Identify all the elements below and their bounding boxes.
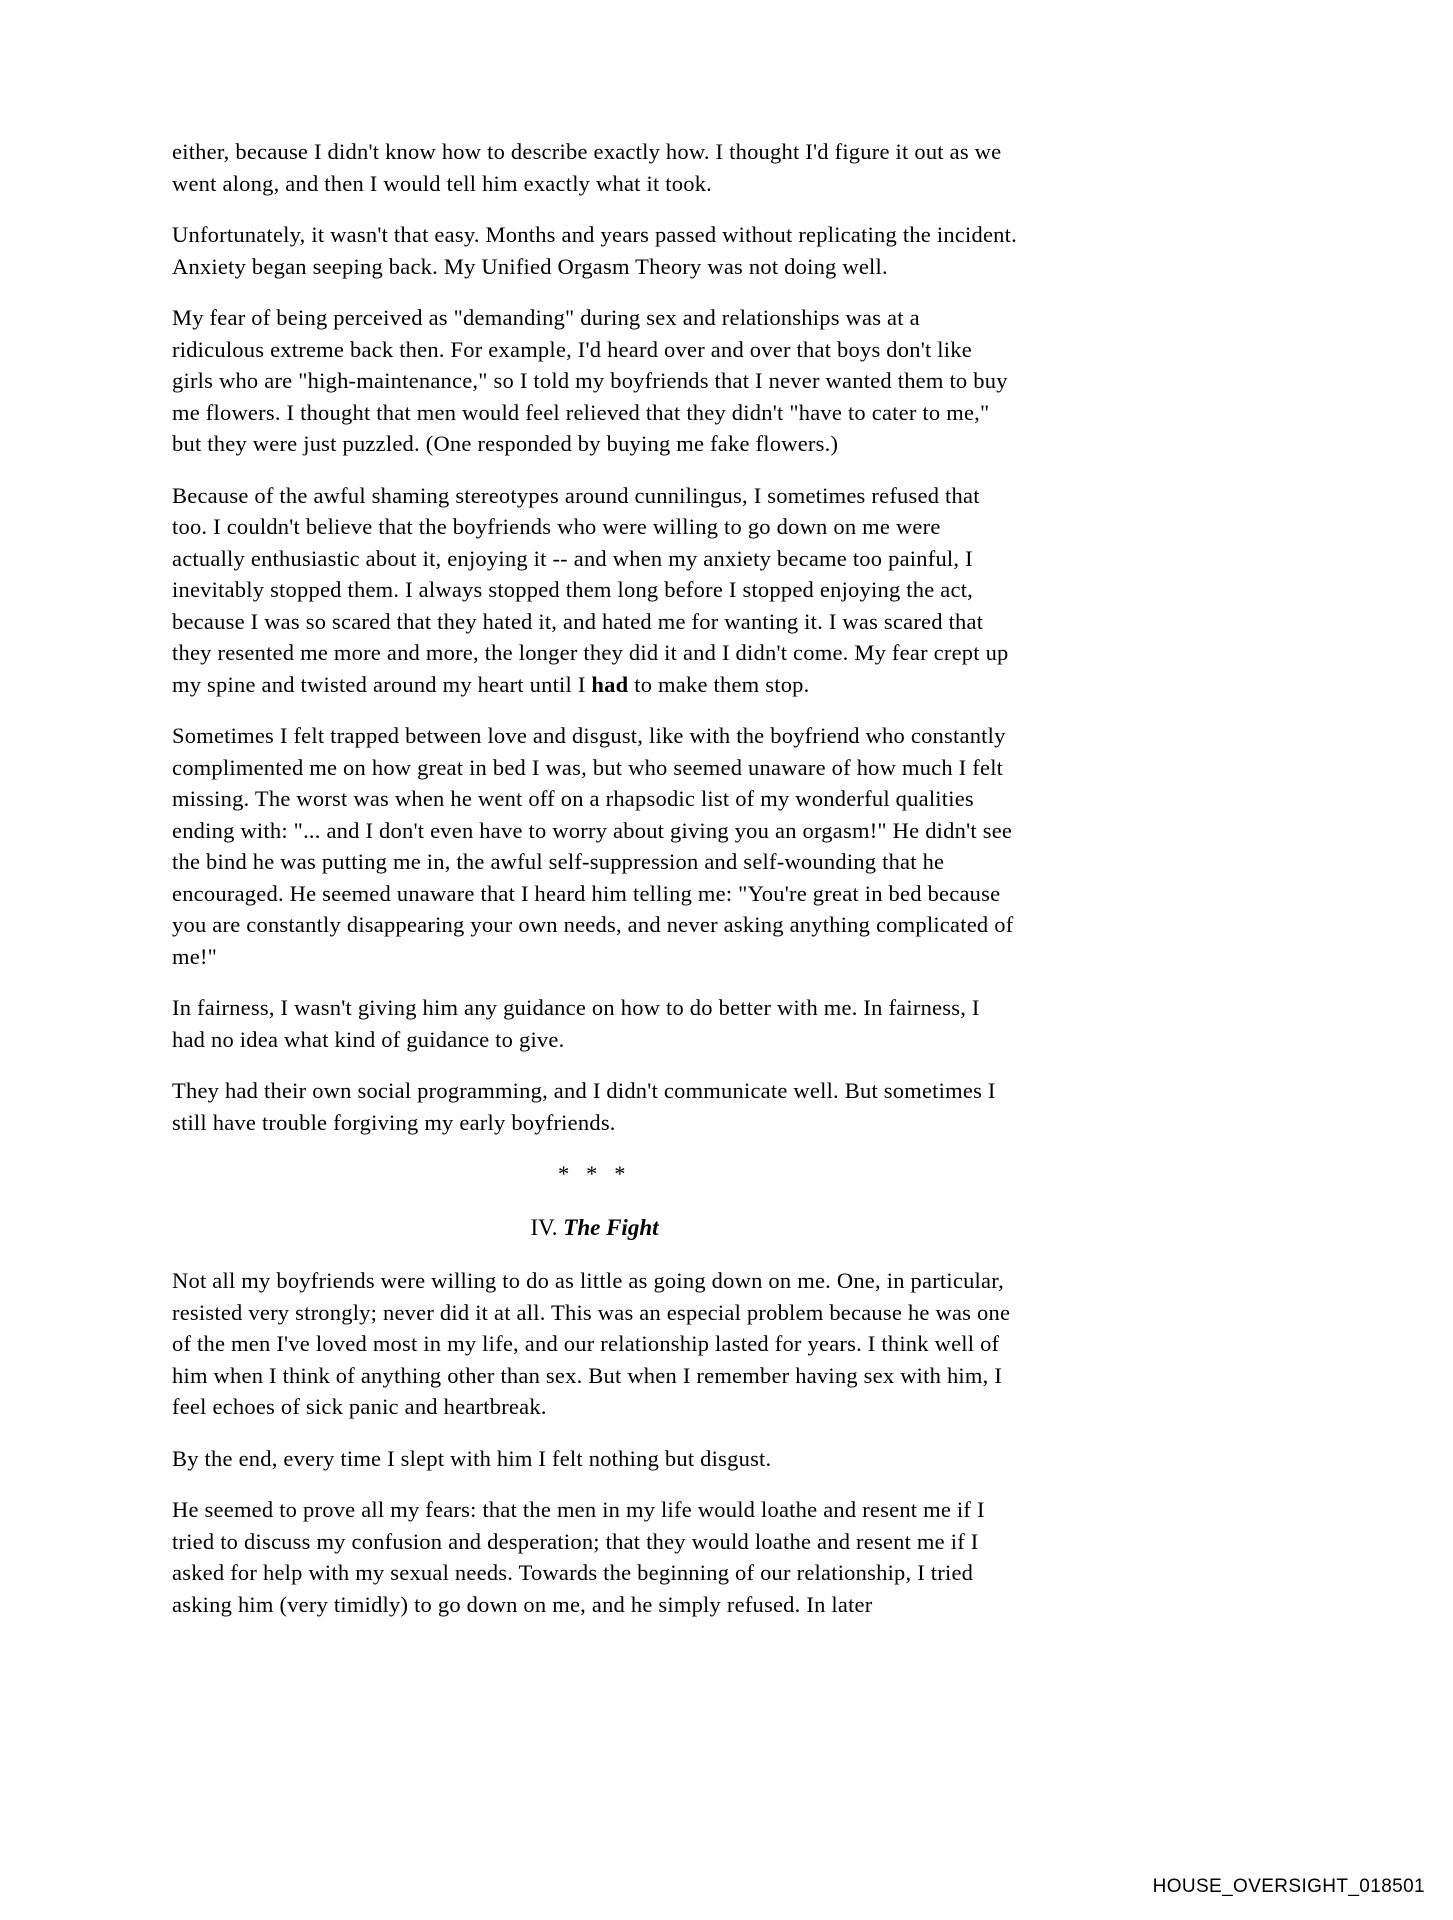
paragraph-1: either, because I didn't know how to describe exactly how. I thought I'd figure it out as we went along, and then I would tell him exactly what it took.: [172, 139, 1002, 196]
paragraph-2: Unfortunately, it wasn't that easy. Months and years passed without replicating the incident. Anxiety began seeping back. My Unified Orgasm Theory was not doing well.: [172, 222, 1017, 279]
paragraph-4-part-1: Because of the awful shaming stereotypes around cunnilingus, I sometimes refused that too. I couldn't believe that the boyfriends who were willing to go down on me were actually enthusiastic about it, enjoying it -- and when my anxiety became too painful, I inevitably stopped them. I always stopped them long before I stopped enjoying the act, because I was so scared that they hated it, and hated me for wanting it. I was scared that they resented me more and more, the longer they did it and I didn't come. My fear crept up my spine and twisted around my heart until I: [172, 482, 1009, 697]
section-title: The Fight: [563, 1214, 659, 1240]
paragraph-8: Not all my boyfriends were willing to do as little as going down on me. One, in particular, resisted very strongly; never did it at all. This was an especial problem because he was one of the men I've loved most in my life, and our relationship lasted for years. I think well of him when I think of anything other than sex. But when I remember having sex with him, I feel echoes of sick panic and heartbreak.: [172, 1268, 1011, 1419]
paragraph-5: Sometimes I felt trapped between love and disgust, like with the boyfriend who constantly complimented me on how great in bed I was, but who seemed unaware of how much I felt missing. The worst was when he went off on a rhapsodic list of my wonderful qualities ending with: "... and I don't even have to worry about giving you an orgasm!" He didn't see the bind he was putting me in, the awful self-suppression and self-wounding that he encouraged. He seemed unaware that I heard him telling me: "You're great in bed because you are constantly disappearing your own needs, and never asking anything complicated of me!": [172, 723, 1014, 969]
paragraph-3: My fear of being perceived as "demanding" during sex and relationships was at a ridiculous extreme back then. For example, I'd heard over and over that boys don't like girls who are "high-maintenance," so I told my boyfriends that I never wanted them to buy me flowers. I thought that men would feel relieved that they didn't "have to cater to me," but they were just puzzled. (One responded by buying me fake flowers.): [172, 305, 1008, 456]
paragraph-9: By the end, every time I slept with him I felt nothing but disgust.: [172, 1445, 772, 1471]
bates-stamp: HOUSE_OVERSIGHT_018501: [1152, 1876, 1425, 1897]
paragraph-4-emphasis: had: [591, 671, 629, 697]
section-heading: [172, 1212, 1017, 1244]
section-number: IV.: [530, 1214, 564, 1240]
paragraph-6: In fairness, I wasn't giving him any guidance on how to do better with me. In fairness, I had no idea what kind of guidance to give.: [172, 995, 980, 1052]
paragraph-7: They had their own social programming, and I didn't communicate well. But sometimes I still have trouble forgiving my early boyfriends.: [172, 1078, 996, 1135]
paragraph-10: He seemed to prove all my fears: that the men in my life would loathe and resent me if I tried to discuss my confusion and desperation; that they would loathe and resent me if I asked for help with my sexual needs. Towards the beginning of our relationship, I tried asking him (very timidly) to go down on me, and he simply refused. In later: [172, 1497, 985, 1617]
paragraph-4-part-2: to make them stop.: [628, 671, 810, 697]
page-body-text: [172, 136, 1017, 1620]
section-break-ornament: * * *: [557, 1161, 632, 1186]
paragraph-4: [172, 480, 1017, 701]
